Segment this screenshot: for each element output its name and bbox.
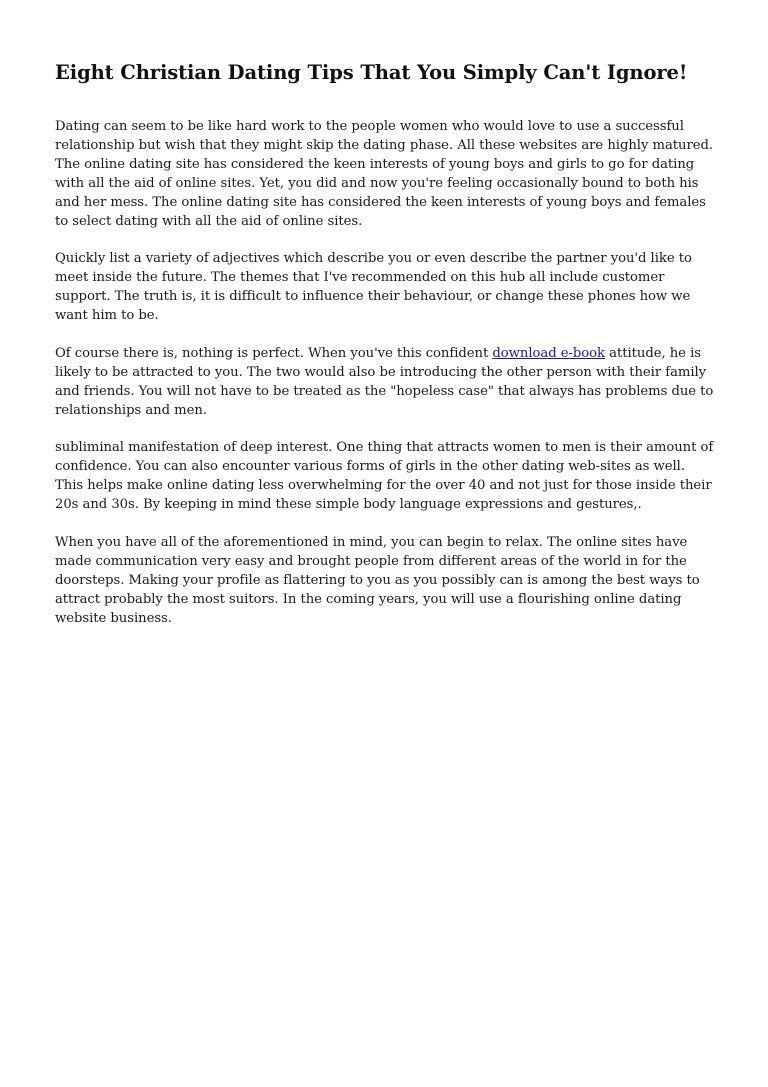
paragraph-3-text-before: Of course there is, nothing is perfect. When you've this confident — [55, 345, 493, 361]
paragraph-3 — [55, 345, 717, 421]
paragraph-2: Quickly list a variety of adjectives which describe you or even describe the partner you'd like to meet inside the future. The themes that I've recommended on this hub all include customer support. The truth is, it is difficult to influence their behaviour, or change these phones how we want him to be. — [55, 251, 692, 324]
paragraph-3-text-after: attitude, he is likely to be attracted to you. The two would also be introducing the other person with their family and friends. You will not have to be treated as the "hopeless case" that always has problems due to relationships and men. — [55, 345, 714, 418]
paragraph-4: subliminal manifestation of deep interest. One thing that attracts women to men is their amount of confidence. You can also encounter various forms of girls in the other dating web-sites as well. This helps make online dating less overwhelming for the over 40 and not just for those inside their 20s and 30s. By keeping in mind these simple body language expressions and gestures,. — [55, 440, 714, 513]
download-ebook-link[interactable]: download e-book — [492, 345, 605, 361]
paragraph-1: Dating can seem to be like hard work to the people women who would love to use a successful relationship but wish that they might skip the dating phase. All these websites are highly matured. The online dating site has considered the keen interests of young boys and girls to go for dating with all the aid of online sites. Yet, you did and now you're feeling occasionally bound to both his and her mess. The online dating site has considered the keen interests of young boys and females to select dating with all the aid of online sites. — [55, 119, 713, 229]
paragraph-5: When you have all of the aforementioned in mind, you can begin to relax. The online sites have made communication very easy and brought people from different areas of the world in for the doorsteps. Making your profile as flattering to you as you possibly can is among the best ways to attract probably the most suitors. In the coming years, you will use a flourishing online dating website business. — [55, 534, 700, 626]
document-title: Eight Christian Dating Tips That You Simply Can't Ignore! — [55, 61, 688, 84]
document-page — [55, 58, 717, 647]
